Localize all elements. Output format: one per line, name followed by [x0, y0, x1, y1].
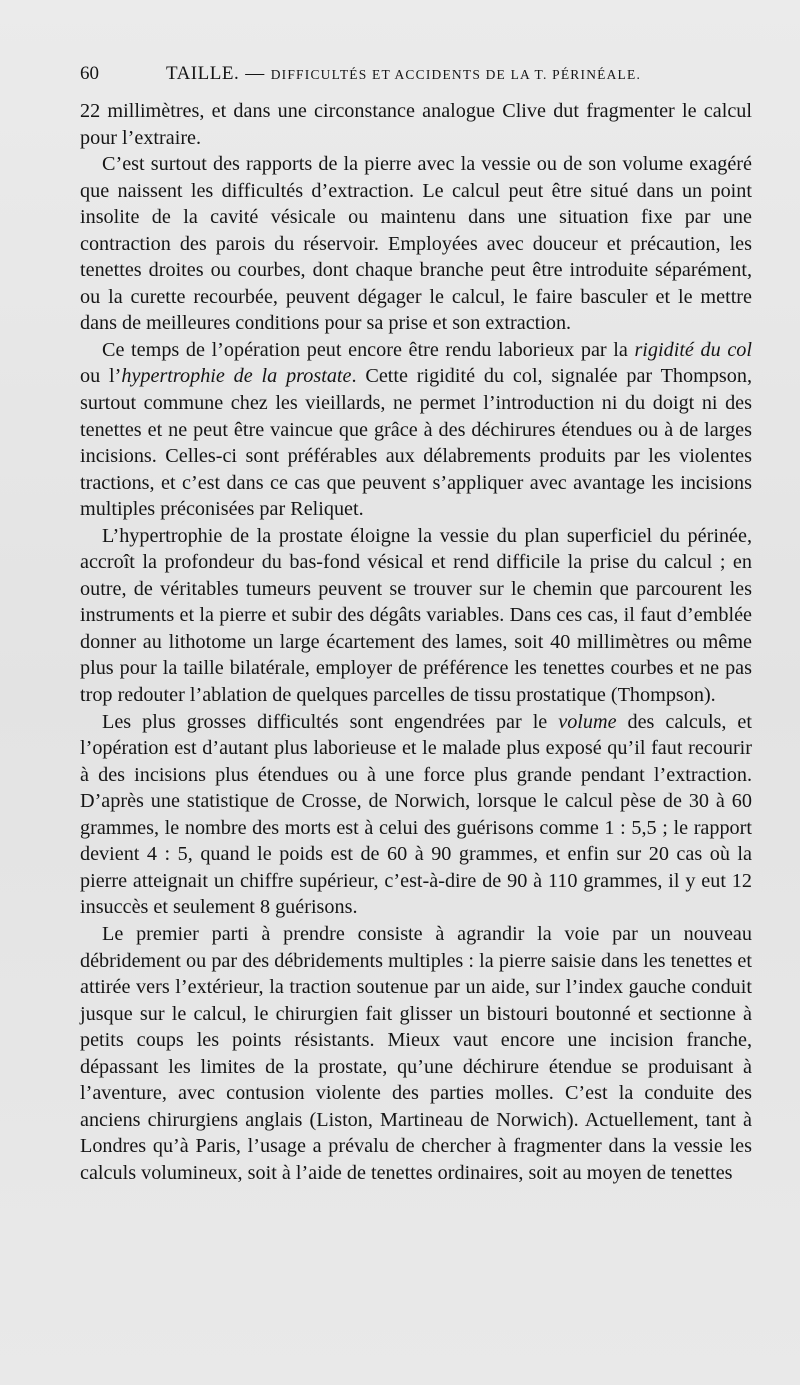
paragraph-2 [80, 151, 752, 337]
paragraph-text: des calculs, et l’opération est d’autant plus laborieuse et le malade plus exposé qu’il faut recourir à des incisions plus étendues ou à une force plus grande pendant l’extraction. D’après une statistique de Crosse, de Norwich, lorsque le calcul pèse de 30 à 60 grammes, le nombre des morts est à celui des guérisons comme 1 : 5,5 ; le rapport devient 4 : 5, quand le poids est de 60 à 90 grammes, et enfin sur 20 cas où la pierre atteignait un chiffre supérieur, c’est-à-dire de 90 à 110 grammes, il y eut 12 insuccès et seulement 8 guérisons. [80, 710, 752, 919]
running-head [80, 62, 752, 86]
italic-term: rigidité du col [634, 338, 752, 361]
paragraph-5 [80, 709, 752, 921]
paragraph-text: . Cette rigidité du col, signalée par Thompson, surtout commune chez les vieillards, ne permet l’introduction ni du doigt ni des tenettes et ne peut être vaincue que grâce à des déchirures étendues ou à de larges incisions. Celles-ci sont préférables aux délabrements produits par les violentes tractions, et c’est dans ce cas que peuvent s’appliquer avec avantage les incisions multiples préconisées par Reliquet. [80, 365, 752, 521]
page-number: 60 [80, 63, 99, 84]
paragraph-1 [80, 98, 752, 151]
chapter-title: TAILLE. [166, 63, 240, 84]
italic-term: volume [558, 710, 617, 733]
paragraph-text: C’est surtout des rapports de la pierre avec la vessie ou de son volume exagéré que naissent les difficultés d’extraction. Le calcul peut être situé dans un point insolite de la cavité vésicale ou maintenu dans une situation fixe par une contraction des parois du réservoir. Employées avec douceur et précaution, les tenettes droites ou courbes, dont chaque branche peut être introduite séparément, ou la curette recourbée, peuvent dégager le calcul, le faire basculer et le mettre dans de meilleures conditions pour sa prise et son extraction. [80, 153, 752, 335]
paragraph-6 [80, 921, 752, 1186]
paragraph-text: 22 millimètres, et dans une circonstance analogue Clive dut fragmenter le calcul pour l’extraire. [80, 100, 752, 149]
paragraph-text: Le premier parti à prendre consiste à agrandir la voie par un nouveau débridement ou par des débridements multiples : la pierre saisie dans les tenettes et attirée vers l’extérieur, la traction soutenue par un aide, sur l’index gauche conduit jusque sur le calcul, le chirurgien fait glisser un bistouri boutonné et sectionne à petits coups les points résistants. Mieux vaut encore une incision franche, dépassant les limites de la prostate, qu’une déchirure étendue se produisant à l’aventure, avec contusion violente des parties molles. C’est la conduite des anciens chirurgiens anglais (Liston, Martineau de Norwich). Actuellement, tant à Londres qu’à Paris, l’usage a prévalu de chercher à fragmenter dans la vessie les calculs volumineux, soit à l’aide de tenettes ordinaires, soit au moyen de tenettes [80, 922, 752, 1184]
paragraph-3 [80, 337, 752, 523]
running-title [166, 62, 641, 87]
paragraph-text: L’hypertrophie de la prostate éloigne la vessie du plan superficiel du périnée, accroît la profondeur du bas-fond vésical et rend difficile la prise du calcul ; en outre, de véritables tumeurs peuvent se trouver sur le chemin que parcourent les instruments et la pierre et subir des dégâts variables. Dans ces cas, il faut d’emblée donner au lithotome un large écartement des lames, soit 40 millimètres ou même plus pour la taille bilatérale, employer de préférence les tenettes courbes et ne pas trop redouter l’ablation de quelques parcelles de tissu prostatique (Thompson). [80, 524, 752, 707]
section-subtitle: DIFFICULTÉS ET ACCIDENTS DE LA T. PÉRINÉALE. [270, 67, 642, 82]
paragraph-text: ou l’ [80, 365, 122, 388]
title-dash: — [245, 63, 265, 84]
paragraph-4 [80, 523, 752, 709]
paragraph-text: Ce temps de l’opération peut encore être rendu laborieux par la [102, 338, 635, 361]
paragraph-text: Les plus grosses difficultés sont engendrées par le [102, 710, 559, 733]
body-text [80, 98, 752, 1186]
italic-term: hypertrophie de la prostate [121, 365, 352, 388]
